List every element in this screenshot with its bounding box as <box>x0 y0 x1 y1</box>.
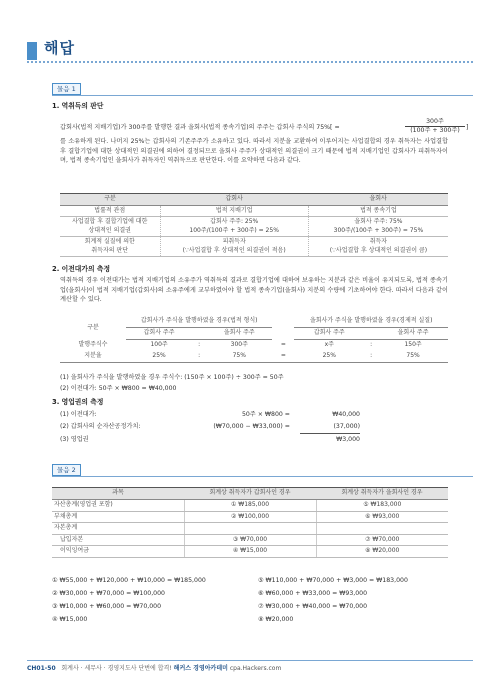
table-cell: ② ₩100,000 <box>184 511 316 523</box>
note-item: ⑦ ₩30,000 + ₩40,000 = ₩70,000 <box>258 603 368 610</box>
table-cell <box>184 523 316 535</box>
table-cell: ③ ₩70,000 <box>184 534 316 546</box>
fraction-numerator: 300주 <box>405 118 465 127</box>
equals: = <box>280 341 286 348</box>
para-b: 를 소유하게 된다. 나머지 25%는 갑회사의 기존주주가 소유하고 있다. 따라서 지분을 교환하여 이루어지는 사업결합의 경우 취득자는 사업결합 후 결합기업에 대한 상대적인 의결권에 의하여 결정되므로 을회사 주주가 상대적인 의결권이 크기 때문에 법적 지배기업인 갑회사가 피취득자이며, 법적 종속기업인 을회사가 취득자인 역취득으로 판단한다. 이를 요약하면 다음과 같다. <box>60 138 448 165</box>
table-cell: 부채총계 <box>52 511 184 523</box>
note-item: ③ ₩10,000 + ₩60,000 = ₩70,000 <box>52 603 162 610</box>
page-number: CH01-50 <box>27 665 56 672</box>
question-2-divider <box>52 476 473 477</box>
consideration-table <box>60 316 448 363</box>
question-1-divider <box>52 95 473 96</box>
table-group-header: 을회사가 주식을 발행하였을 경우(경제적 실질) <box>294 316 448 328</box>
question-1-tag: 물음 1 <box>52 83 81 95</box>
table-row-label: 발행주식수 <box>78 341 108 348</box>
note-item: ④ ₩15,000 <box>52 616 88 623</box>
table-header: 회계상 취득자가 을회사인 경우 <box>316 488 448 500</box>
goodwill-value: ₩40,000 <box>332 411 360 418</box>
table-header: 갑회사 <box>160 194 308 206</box>
colon: : <box>364 351 378 363</box>
table-cell: ⑦ ₩70,000 <box>316 534 448 546</box>
colon: : <box>192 351 206 363</box>
footer-text: 회계사 · 세무사 · 경영지도사 단번에 합격! <box>61 665 174 672</box>
table-cell <box>316 523 448 535</box>
fraction <box>405 118 465 135</box>
table-cell: 법적 종속기업 <box>308 206 448 217</box>
consolidated-comparison-table <box>52 487 448 558</box>
table-cell: 150주 <box>404 341 422 349</box>
goodwill-value: ₩3,000 <box>336 436 360 443</box>
footer-divider <box>27 660 473 661</box>
section-1-paragraph: 갑회사(법적 지배기업)가 300주를 발행한 결과 을회사(법적 종속기업)의 주주는 갑회사 주식의 75%[ = 300주 (100주 + 300주) ] 를 소유하게 된다. 나머지 25%는 갑회사의 기존주주가 소유하고 있다. 따라서 지분을 교환하여 이루어지는 사업결합의 경우 취득자는 사업결합 후 결합기업에 대한 상대적인 의결권에 의하여 결정되므로 을회사 주주가 상대적인 의결권이 크기 때문에 법적 지배기업인 갑회사가 피취득자이며, 법적 종속기업인 을회사가 취득자인 역취득으로 판단한다. 이를 요약하면 다음과 같다. <box>60 118 469 165</box>
acquirer-summary-table <box>60 193 448 257</box>
goodwill-label: (1) 이전대가: <box>60 411 97 418</box>
goodwill-calc: (₩70,000 − ₩33,000) = <box>213 423 290 430</box>
note-item: ② ₩30,000 + ₩70,000 = ₩100,000 <box>52 590 165 597</box>
fraction-denominator: (100주 + 300주) <box>410 127 460 134</box>
note-item: ⑤ ₩110,000 + ₩70,000 + ₩3,000 = ₩183,000 <box>258 577 408 584</box>
equals: = <box>272 351 294 363</box>
table-cell: 자본총계 <box>52 523 184 535</box>
table-cell: 이익잉여금 <box>52 546 184 558</box>
sum-rule <box>300 433 360 434</box>
table-cell: ⑥ ₩93,000 <box>316 511 448 523</box>
table-cell: 25% <box>294 351 364 363</box>
section-1-title: 1. 역취득의 판단 <box>52 102 104 110</box>
table-cell: 갑회사 주주: 25% 100주/(100주 + 300주) = 25% <box>160 217 308 237</box>
note-item: ⑥ ₩60,000 + ₩33,000 = ₩93,000 <box>258 590 368 597</box>
table-cell: ⑧ ₩20,000 <box>316 546 448 558</box>
section-2-paragraph: 역취득의 경우 이전대가는 법적 지배기업의 소유주가 역취득의 결과로 결합기업에 대하여 보유하는 지분과 같은 비율이 유지되도록, 법적 종속기업(을회사)이 법적 지배기업(갑회사)의 소유주에게 교부하였어야 할 법적 종속기업(을회사) 지분의 수량에 기초하여야 한다. 따라서 다음과 같이 계산할 수 있다. <box>60 277 448 304</box>
section-2-title: 2. 이전대가의 측정 <box>52 265 111 273</box>
table-header: 구분 <box>60 194 160 206</box>
section-2-item: (2) 이전대가: 50주 × ₩800 = ₩40,000 <box>60 385 177 392</box>
header-divider <box>27 61 473 63</box>
colon: : <box>370 341 373 349</box>
table-subheader: 을회사 주주 <box>378 328 448 340</box>
table-cell: 75% <box>378 351 448 363</box>
table-cell: 자산총계(영업권 포함) <box>52 500 184 512</box>
table-cell: 75% <box>206 351 272 363</box>
table-header: 과목 <box>52 488 184 500</box>
header-accent-bar <box>27 42 37 60</box>
table-subheader: 을회사 주주 <box>206 328 272 340</box>
table-cell: 피취득자 (∵사업결합 후 상대적인 의결권이 적음) <box>160 237 308 257</box>
note-item: ⑧ ₩20,000 <box>258 616 294 623</box>
table-cell: 법적 지배기업 <box>160 206 308 217</box>
table-cell: 을회사 주주: 75% 300주/(100주 + 300주) = 75% <box>308 217 448 237</box>
table-cell: 법률적 관점 <box>60 206 160 217</box>
goodwill-label: (3) 영업권 <box>60 436 89 443</box>
table-subheader: 갑회사 주주 <box>126 328 192 340</box>
goodwill-label: (2) 갑회사의 순자산공정가치: <box>60 423 141 430</box>
para-a: 갑회사(법적 지배기업)가 300주를 발행한 결과 을회사(법적 종속기업)의 주주는 갑회사 주식의 75%[ = <box>60 124 340 131</box>
note-item: ① ₩55,000 + ₩120,000 + ₩10,000 = ₩185,000 <box>52 577 206 584</box>
table-cell: 사업결합 후 결합기업에 대한 상대적인 의결권 <box>60 217 160 237</box>
table-cell: 취득자 (∵사업결합 후 상대적인 의결권이 큼) <box>308 237 448 257</box>
table-cell: 25% <box>126 351 192 363</box>
table-header: 을회사 <box>308 194 448 206</box>
question-2-tag: 물음 2 <box>52 464 81 476</box>
table-cell: ④ ₩15,000 <box>184 546 316 558</box>
footer-url: cpa.Hackers.com <box>227 665 282 672</box>
table-row-label: 지분율 <box>60 351 126 363</box>
goodwill-calc: 50주 × ₩800 = <box>241 411 290 418</box>
footer <box>27 664 281 673</box>
table-subheader: 갑회사 주주 <box>294 328 364 340</box>
colon: : <box>198 341 201 349</box>
table-cell: 300주 <box>230 341 248 349</box>
table-header: 구분 <box>87 323 99 331</box>
table-cell: ① ₩185,000 <box>184 500 316 512</box>
table-cell: 납입자본 <box>52 534 184 546</box>
footer-brand: 해커스 경영아카데미 <box>173 665 228 672</box>
page-title: 해답 <box>44 39 75 57</box>
table-cell: 회계적 실질에 의한 취득자의 판단 <box>60 237 160 257</box>
table-header: 회계상 취득자가 갑회사인 경우 <box>184 488 316 500</box>
table-group-header: 갑회사가 주식을 발행하였을 경우(법적 형식) <box>126 316 272 328</box>
table-cell: ⑤ ₩183,000 <box>316 500 448 512</box>
table-cell: 100주 <box>150 341 168 349</box>
table-cell: x주 <box>324 341 334 349</box>
goodwill-value: (37,000) <box>333 423 360 430</box>
section-2-item: (1) 을회사가 주식을 발행하였을 경우 주식수: (150주 × 100주) ÷ 300주 = 50주 <box>60 374 284 381</box>
section-3-title: 3. 영업권의 측정 <box>52 398 104 406</box>
